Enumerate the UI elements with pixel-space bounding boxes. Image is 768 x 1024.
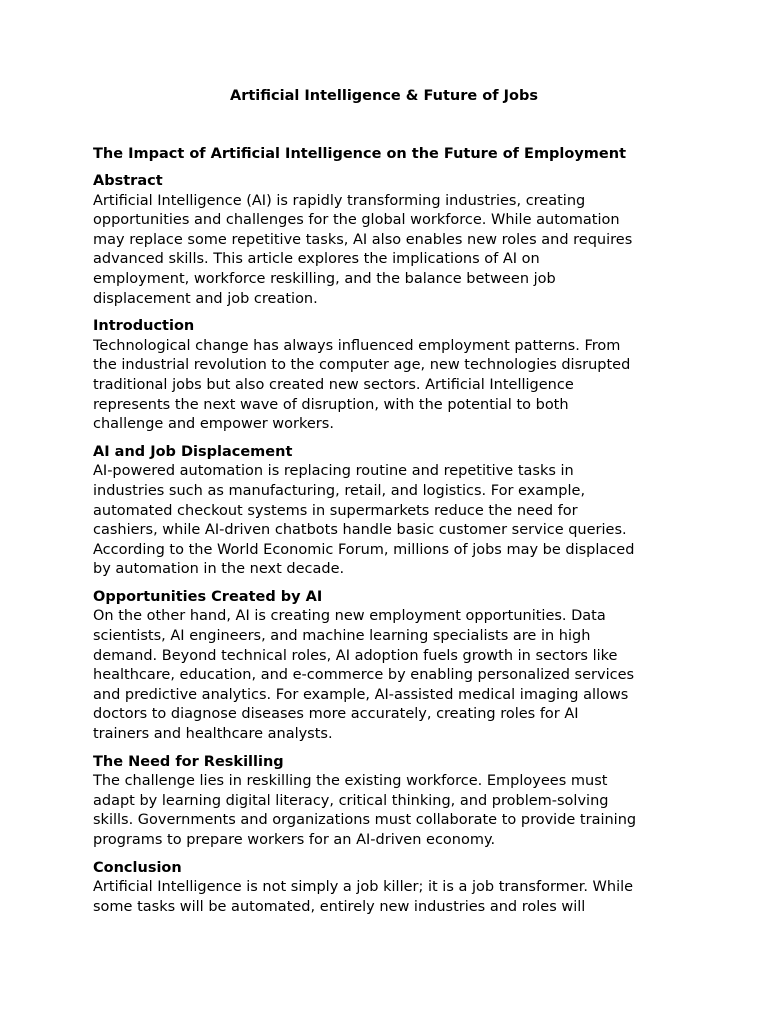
paragraph-line: The challenge lies in reskilling the existing workforce. Employees must: [93, 773, 608, 790]
paragraph-line: some tasks will be automated, entirely new industries and roles will: [93, 898, 586, 915]
paragraph-line: According to the World Economic Forum, millions of jobs may be displaced: [93, 541, 635, 558]
paragraph-line: demand. Beyond technical roles, AI adoption fuels growth in sectors like: [93, 647, 618, 664]
section-paragraph: [93, 878, 693, 917]
section-abstract: [93, 172, 693, 309]
paragraph-line: trainers and healthcare analysts.: [93, 726, 333, 743]
document-title: Artificial Intelligence & Future of Jobs: [230, 88, 538, 104]
paragraph-line: traditional jobs but also created new sectors. Artificial Intelligence: [93, 376, 574, 393]
section-paragraph: [93, 192, 693, 310]
section-heading: Conclusion: [93, 859, 182, 876]
section-heading: The Need for Reskilling: [93, 753, 284, 770]
section-paragraph: [93, 462, 693, 580]
section-paragraph: [93, 337, 693, 435]
paragraph-line: skills. Governments and organizations must collaborate to provide training: [93, 812, 637, 829]
paragraph-line: Technological change has always influenced employment patterns. From: [93, 337, 621, 354]
paragraph-line: challenge and empower workers.: [93, 416, 334, 433]
paragraph-line: displacement and job creation.: [93, 290, 318, 307]
paragraph-line: adapt by learning digital literacy, critical thinking, and problem-solving: [93, 792, 609, 809]
paragraph-line: On the other hand, AI is creating new employment opportunities. Data: [93, 608, 606, 625]
paragraph-line: programs to prepare workers for an AI-driven economy.: [93, 832, 496, 848]
paragraph-line: scientists, AI engineers, and machine learning specialists are in high: [93, 628, 591, 645]
section-introduction: [93, 317, 693, 435]
section-paragraph: [93, 607, 693, 744]
paragraph-line: represents the next wave of disruption, with the potential to both: [93, 396, 569, 413]
sections-container: [93, 172, 693, 917]
paragraph-line: healthcare, education, and e-commerce by enabling personalized services: [93, 667, 635, 684]
paragraph-line: automated checkout systems in supermarkets reduce the need for: [93, 502, 578, 519]
article-title: The Impact of Artificial Intelligence on the Future of Employment: [93, 146, 627, 162]
paragraph-line: Artificial Intelligence (AI) is rapidly transforming industries, creating: [93, 192, 586, 209]
section-heading: AI and Job Displacement: [93, 443, 293, 460]
section-heading: Introduction: [93, 318, 195, 335]
section-paragraph: [93, 772, 693, 850]
paragraph-line: by automation in the next decade.: [93, 561, 345, 578]
paragraph-line: Artificial Intelligence is not simply a job killer; it is a job transformer. While: [93, 879, 634, 896]
section-heading: Opportunities Created by AI: [93, 588, 323, 605]
section-heading: Abstract: [93, 173, 163, 189]
article-body: [93, 144, 693, 925]
paragraph-line: doctors to diagnose diseases more accurately, creating roles for AI: [93, 706, 579, 723]
paragraph-line: and predictive analytics. For example, AI-assisted medical imaging allows: [93, 686, 629, 703]
section-reskilling: [93, 753, 693, 851]
paragraph-line: advanced skills. This article explores the implications of AI on: [93, 251, 540, 268]
paragraph-line: industries such as manufacturing, retail, and logistics. For example,: [93, 482, 586, 499]
paragraph-line: employment, workforce reskilling, and the balance between job: [93, 270, 556, 287]
paragraph-line: AI-powered automation is replacing routine and repetitive tasks in: [93, 463, 574, 480]
section-conclusion: [93, 859, 693, 918]
section-job-displacement: [93, 443, 693, 580]
paragraph-line: opportunities and challenges for the global workforce. While automation: [93, 212, 620, 229]
paragraph-line: cashiers, while AI-driven chatbots handle basic customer service queries.: [93, 522, 627, 539]
paragraph-line: the industrial revolution to the computer age, new technologies disrupted: [93, 357, 631, 374]
section-opportunities: [93, 588, 693, 745]
paragraph-line: may replace some repetitive tasks, AI also enables new roles and requires: [93, 231, 633, 248]
